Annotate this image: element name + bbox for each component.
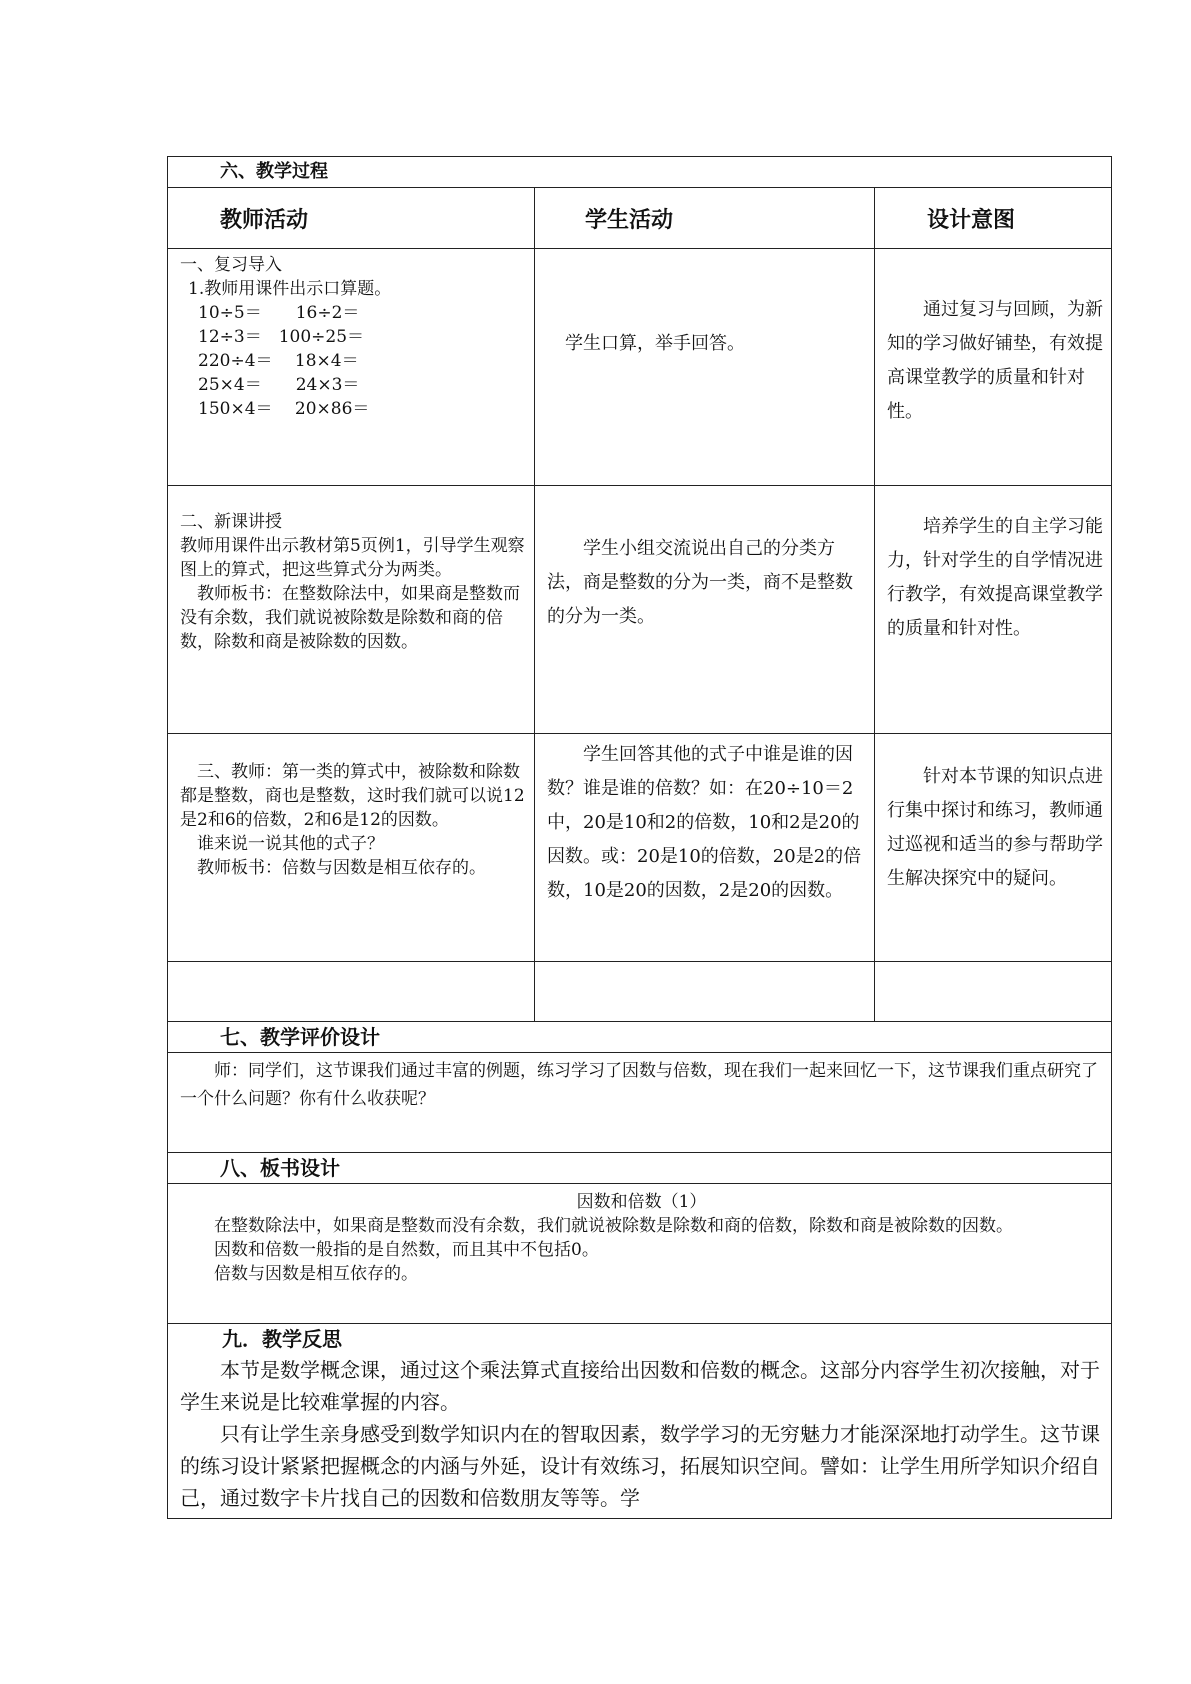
row2-teacher-title: 二、新课讲授 [180, 512, 282, 532]
board-line2: 因数和倍数一般指的是自然数，而且其中不包括0。 [214, 1240, 599, 1260]
lesson-plan-table [167, 156, 1112, 1519]
row1-problem: 10÷5＝ 16÷2＝ [198, 303, 360, 323]
row2-student-cell: 学生小组交流说出自己的分类方法，商是整数的分为一类，商不是整数的分为一类。 [535, 486, 875, 734]
table-row [168, 962, 1112, 1022]
row1-teacher-line1: 1.教师用课件出示口算题。 [188, 279, 392, 299]
table-row [168, 249, 1112, 486]
row3-intent-cell: 针对本节课的知识点进行集中探讨和练习，教师通过巡视和适当的参与帮助学生解决探究中的疑问。 [875, 734, 1112, 962]
board-title: 因数和倍数（1） [576, 1192, 707, 1212]
row3-teacher-p3: 教师板书：倍数与因数是相互依存的。 [197, 858, 486, 878]
row3-student-cell: 学生回答其他的式子中谁是谁的因数？谁是谁的倍数？如：在20÷10＝2中，20是10和2的倍数，10和2是20的因数。或：20是10的倍数，20是2的倍数，10是20的因数，2是20的因数。 [535, 734, 875, 962]
row1-teacher-cell [168, 249, 535, 486]
empty-cell [168, 962, 535, 1022]
section8-title: 八、板书设计 [168, 1153, 1112, 1184]
header-teacher: 教师活动 [168, 188, 535, 249]
row1-intent-cell: 通过复习与回顾，为新知的学习做好铺垫，有效提高课堂教学的质量和针对性。 [875, 249, 1112, 486]
table-row [168, 734, 1112, 962]
lesson-plan-page [167, 156, 1111, 1519]
row1-teacher-title: 一、复习导入 [180, 255, 282, 275]
row3-teacher-p1: 三、教师：第一类的算式中，被除数和除数都是整数，商也是整数，这时我们就可以说12是2和6的倍数，2和6是12的因数。 [180, 762, 525, 830]
row1-problem: 12÷3＝ 100÷25＝ [198, 327, 365, 347]
board-line1: 在整数除法中，如果商是整数而没有余数，我们就说被除数是除数和商的倍数，除数和商是被除数的因数。 [214, 1216, 1013, 1236]
section8-board-cell [168, 1184, 1112, 1324]
row1-problem: 150×4＝ 20×86＝ [198, 399, 370, 419]
row1-student-cell: 学生口算，举手回答。 [535, 249, 875, 486]
row2-teacher-p1: 教师用课件出示教材第5页例1，引导学生观察图上的算式，把这些算式分为两类。 [180, 536, 525, 580]
row3-teacher-cell [168, 734, 535, 962]
table-row [168, 486, 1112, 734]
section9-cell [168, 1324, 1112, 1519]
row1-problem: 25×4＝ 24×3＝ [198, 375, 360, 395]
section7-title: 七、教学评价设计 [168, 1022, 1112, 1053]
section9-title: 九．教学反思 [222, 1327, 342, 1351]
row2-intent-cell: 培养学生的自主学习能力，针对学生的自学情况进行教学，有效提高课堂教学的质量和针对性。 [875, 486, 1112, 734]
section6-title: 六、教学过程 [168, 157, 1112, 188]
empty-cell [875, 962, 1112, 1022]
header-intent: 设计意图 [875, 188, 1112, 249]
row1-problem: 220÷4＝ 18×4＝ [198, 351, 359, 371]
row3-teacher-p2: 谁来说一说其他的式子？ [197, 834, 384, 854]
row2-teacher-cell [168, 486, 535, 734]
section7-text: 师：同学们，这节课我们通过丰富的例题，练习学习了因数与倍数，现在我们一起来回忆一下，这节课我们重点研究了一个什么问题？你有什么收获呢？ [168, 1053, 1112, 1153]
row2-teacher-p2: 教师板书：在整数除法中，如果商是整数而没有余数，我们就说被除数是除数和商的倍数，除数和商是被除数的因数。 [180, 584, 520, 652]
empty-cell [535, 962, 875, 1022]
section9-p1: 本节是数学概念课，通过这个乘法算式直接给出因数和倍数的概念。这部分内容学生初次接触，对于学生来说是比较难掌握的内容。 [180, 1358, 1100, 1414]
board-line3: 倍数与因数是相互依存的。 [214, 1264, 418, 1284]
section9-p2: 只有让学生亲身感受到数学知识内在的智取因素，数学学习的无穷魅力才能深深地打动学生。这节课的练习设计紧紧把握概念的内涵与外延，设计有效练习，拓展知识空间。譬如：让学生用所学知识介绍自己，通过数字卡片找自己的因数和倍数朋友等等。学 [180, 1422, 1100, 1510]
header-student: 学生活动 [535, 188, 875, 249]
